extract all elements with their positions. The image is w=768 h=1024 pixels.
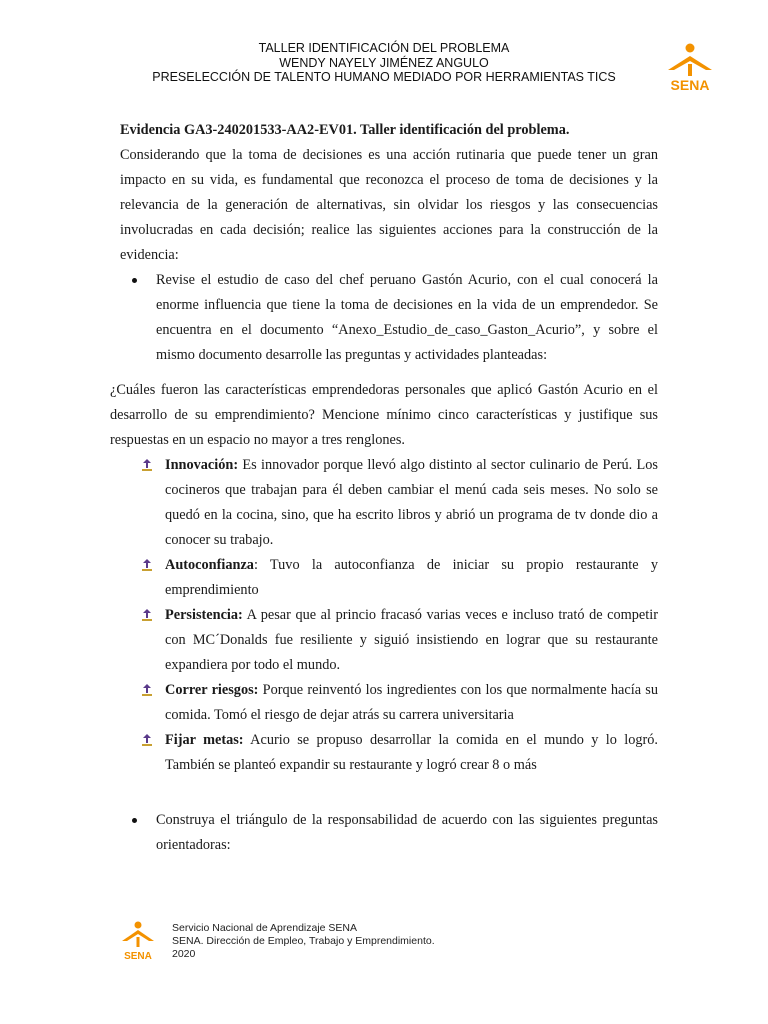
trait-text: Porque reinventó los ingredientes con los que normalmente hacía su comida. Tomó el riesgo de dejar atrás su carrera universitaria (165, 682, 659, 723)
evidence-title: Evidencia GA3-240201533-AA2-EV01. Taller identificación del problema. (120, 122, 570, 138)
trait-label: Fijar metas: (165, 732, 244, 748)
instruction-list-2 (110, 808, 658, 858)
trait-item (110, 728, 658, 778)
instruction-item (110, 808, 658, 858)
arrow-bullet-icon (140, 733, 154, 747)
trait-label: Correr riesgos: (165, 682, 259, 698)
arrow-bullet-icon (140, 558, 154, 572)
instruction-item (110, 268, 658, 368)
trait-text: Es innovador porque llevó algo distinto al sector culinario de Perú. Los cocineros que trabajan para él deben cambiar el menú cada seis meses. No solo se quedó en la cocina, sino, que ha escrito libros y abrió un programa de tv donde dio a conocer su trabajo. (165, 457, 658, 548)
document-body (110, 118, 658, 858)
trait-item (110, 553, 658, 603)
instruction-text: Revise el estudio de caso del chef peruano Gastón Acurio, con el cual conocerá la enorme influencia que tiene la toma de decisiones en la vida de un emprendedor. Se encuentra en el documento “Anexo_Estudio_de_caso_Gaston_Acurio”, y sobre el mismo documento desarrolle las preguntas y actividades planteadas: (156, 272, 658, 363)
trait-text: A pesar que al princio fracasó varias veces e incluso trató de competir con MC´Donalds fue resiliente y siguió insistiendo en lograr que su restaurante expandiera por todo el mundo. (165, 607, 658, 673)
trait-text: : Tuvo la autoconfianza de iniciar su propio restaurante y emprendimiento (165, 557, 658, 598)
arrow-bullet-icon (140, 608, 154, 622)
traits-list (110, 453, 658, 778)
sena-logo-footer (118, 921, 158, 961)
footer-institution: Servicio Nacional de Aprendizaje SENA (172, 922, 358, 934)
trait-label: Innovación: (165, 457, 239, 473)
question-paragraph: ¿Cuáles fueron las características emprendedoras personales que aplicó Gastón Acurio en el desarrollo de su emprendimiento? Mencione mínimo cinco características y justifique sus respuestas en un espacio no mayor a tres renglones. (110, 382, 658, 448)
header-author: WENDY NAYELY JIMÉNEZ ANGULO (279, 55, 489, 70)
bullet-icon (132, 278, 137, 283)
bullet-icon (132, 818, 137, 823)
arrow-bullet-icon (140, 458, 154, 472)
footer-department: SENA. Dirección de Empleo, Trabajo y Emprendimiento. (172, 935, 435, 947)
sena-logo (660, 42, 720, 94)
header-subject: PRESELECCIÓN DE TALENTO HUMANO MEDIADO POR HERRAMIENTAS TICS (152, 70, 616, 84)
instruction-text: Construya el triángulo de la responsabilidad de acuerdo con las siguientes preguntas orientadoras: (156, 812, 658, 853)
trait-label: Autoconfianza (165, 557, 254, 573)
trait-item (110, 603, 658, 678)
trait-item (110, 678, 658, 728)
trait-item (110, 453, 658, 553)
document-footer (172, 922, 435, 961)
trait-label: Persistencia: (165, 607, 243, 623)
document-header (0, 41, 768, 85)
sena-logo-footer-text: SENA (124, 951, 152, 961)
arrow-bullet-icon (140, 683, 154, 697)
intro-paragraph: Considerando que la toma de decisiones es una acción rutinaria que puede tener un gran impacto en su vida, es fundamental que reconozca el proceso de toma de decisiones y la relevancia de la generación de alternativas, sin olvidar los riesgos y las consecuencias involucradas en cada decisión; realice las siguientes acciones para la construcción de la evidencia: (120, 147, 658, 263)
trait-text: Acurio se propuso desarrollar la comida en el mundo y lo logró. También se planteó expandir su restaurante y logró crear 8 o más (165, 732, 659, 773)
footer-year: 2020 (172, 948, 196, 960)
header-title: TALLER IDENTIFICACIÓN DEL PROBLEMA (258, 41, 510, 55)
sena-logo-text: SENA (670, 77, 710, 93)
instruction-list (110, 268, 658, 368)
